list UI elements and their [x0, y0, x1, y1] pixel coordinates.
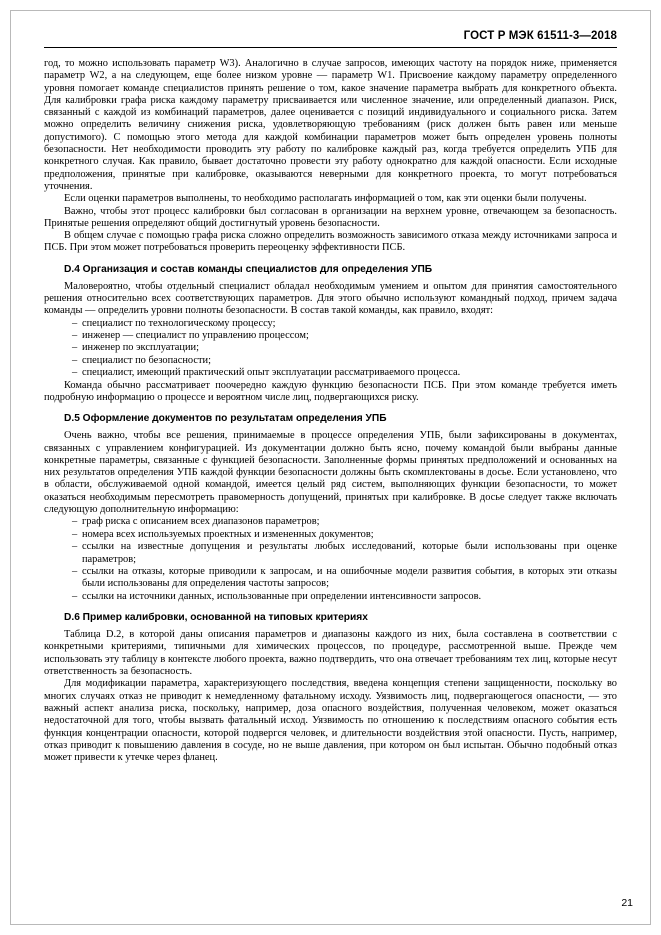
paragraph-calibration-agreement: Важно, чтобы этот процесс калибровки был согласован в организации на верхнем уровне, отвечающем за безопасность. Принятые решения определяют общий достигнутый уровень безопасности.: [44, 205, 617, 229]
list-item: – ссылки на источники данных, использованные при определении интенсивности запросов.: [44, 591, 617, 603]
list-item: – номера всех используемых проектных и измененных документов;: [44, 529, 617, 541]
page-content: [44, 30, 617, 764]
list-item: – специалист по технологическому процессу;: [44, 318, 617, 330]
list-item: – ссылки на известные допущения и результаты любых исследований, которые были использованы при оценке параметров;: [44, 541, 617, 566]
section-heading-d4: D.4 Организация и состав команды специалистов для определения УПБ: [64, 263, 433, 275]
paragraph-d6-vulnerability: Для модификации параметра, характеризующего последствия, введена концепция степени защищенности, поскольку во многих случаях отказ не приводит к немедленному фатальному исходу. Уязвимость лиц, подвергающегося опасности, — это важный аспект анализа риска, поскольку, например, доза опасного воздействия, полученная человеком, может оказаться недостаточной для того, чтобы вызвать фатальный исход. Уязвимость по отношению к последствиям опасного события есть функция концентрации опасности, которой подвергся человек, и длительности воздействия этой опасности. Пусть, например, отказ приводит к повышению давления в сосуде, но не выше давления, при котором он был испытан. Обычно подобный отказ может привести к утечке через фланец.: [44, 678, 617, 764]
paragraph-d4-team-process: Команда обычно рассматривает поочередно каждую функцию безопасности ПСБ. При этом команде требуется иметь подробную информацию о процессе и вероятном числе лиц, подвергающихся риску.: [44, 379, 617, 403]
paragraph-parameter-estimates: Если оценки параметров выполнены, то необходимо располагать информацией о том, как эти оценки были получены.: [64, 193, 587, 205]
list-item: – специалист, имеющий практический опыт эксплуатации рассматриваемого процесса.: [44, 367, 617, 379]
list-d5-documentation: [44, 516, 617, 603]
section-heading-d5: D.5 Оформление документов по результатам определения УПБ: [64, 413, 387, 425]
section-heading-d6: D.6 Пример калибровки, основанной на типовых критериях: [64, 612, 368, 624]
paragraph-d5-intro: Очень важно, чтобы все решения, принимаемые в процессе определения УПБ, были зафиксированы в документах, связанных с управлением конфигурацией. Из документации должно быть ясно, почему командой были выбраны данные конкретные параметры, связанные с функцией безопасности. Заполненные формы принятых предположений и основанных на них результатов определения УПБ каждой функции безопасности должны быть скомплектованы в досье. Если установлено, что в области, обслуживаемой одной командой, имеется целый ряд систем, выполняющих функции безопасности, то может оказаться необходимым пересмотреть правомерность допущений, принятых при калибровке. В досье следует также включать следующую дополнительную информацию:: [44, 430, 617, 516]
list-item: – инженер — специалист по управлению процессом;: [44, 330, 617, 342]
list-item: – ссылки на отказы, которые приводили к запросам, и на ошибочные модели развития события, в которых эти отказы были использованы для определения частоты запросов;: [44, 566, 617, 591]
paragraph-risk-graph-limits: В общем случае с помощью графа риска сложно определить возможность зависимого отказа между источниками запроса и ПСБ. При этом может потребоваться проверить переоценку эффективности ПСБ.: [44, 230, 617, 254]
list-item: – инженер по эксплуатации;: [44, 342, 617, 354]
paragraph-continued: год, то можно использовать параметр W3). Аналогично в случае запросов, имеющих частоту на порядок ниже, применяется параметр W2, а на следующем, еще более низком уровне — параметр W1. Присвоение каждому параметру определенного уровня помогает команде специалистов принять решение о том, какое значение параметра выбрать для конкретного объекта. Для калибровки графа риска каждому параметру присваивается или численное значение, или определенный диапазон. Риск, связанный с каждой из комбинаций параметров, далее оценивается с позиций индивидуального и социального риска. Затем можно определить величину снижения риска, удовлетворяющую требованиям (риск должен быть равен или меньше допустимого). С помощью этого метода для каждой комбинации параметров может быть определен уровень полноты безопасности. Нет необходимости проводить эту работу по калибровке каждый раз, когда требуется определить УПБ для конкретного случая. Как правило, бывает достаточно провести эту работу однократно для каждой опасности. Если исходные предположения, принятые при калибровке, оказываются неверными для конкретного проекта, то могут потребоваться уточнения.: [44, 58, 617, 192]
page-number: 21: [621, 897, 633, 909]
list-d4-team-members: [44, 318, 617, 380]
paragraph-d6-table-intro: Таблица D.2, в которой даны описания параметров и диапазоны каждого из них, была составлена в соответствии с конкретными критериями, типичными для химических процессов, по процедуре, рассмотренной выше. Прежде чем использовать эту таблицу в контексте любого проекта, важно подтвердить, что она отвечает требованиям тех лиц, которые несут ответственность за безопасность.: [44, 629, 617, 678]
page-header: ГОСТ Р МЭК 61511-3—2018: [463, 30, 617, 42]
header-divider: [44, 47, 617, 48]
paragraph-d4-intro: Маловероятно, чтобы отдельный специалист обладал необходимым умением и опытом для принятия самостоятельного решения относительно всех соответствующих параметров. Для этого обычно используют командный подход, причем задача команды — определить уровни полноты безопасности. В состав такой команды, как правило, входят:: [44, 280, 617, 317]
list-item: – специалист по безопасности;: [44, 355, 617, 367]
list-item: – граф риска с описанием всех диапазонов параметров;: [44, 516, 617, 528]
